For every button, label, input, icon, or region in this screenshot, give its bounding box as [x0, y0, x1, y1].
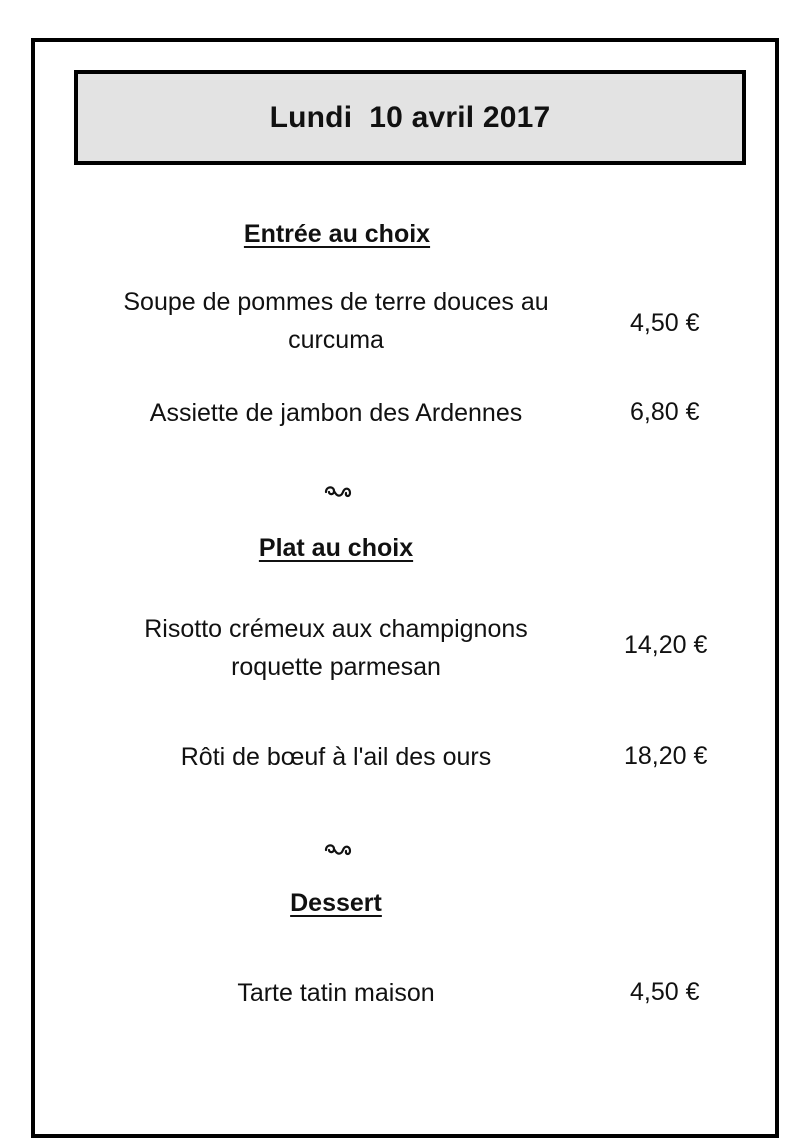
dish-line: Risotto crémeux aux champignons	[144, 615, 528, 643]
dish-line: curcuma	[288, 326, 384, 354]
section-heading-plat: Plat au choix	[258, 534, 414, 562]
price-assiette-jambon: 6,80 €	[630, 398, 700, 426]
dish-line: Tarte tatin maison	[237, 979, 435, 1007]
fleuron-swirl-icon	[323, 841, 353, 859]
price-tarte-tatin: 4,50 €	[630, 978, 700, 1006]
price-risotto: 14,20 €	[624, 631, 708, 659]
dish-risotto	[86, 610, 586, 686]
dish-roti-boeuf	[86, 738, 586, 776]
menu-date: Lundi 10 avril 2017	[269, 100, 551, 134]
date-header-box	[74, 70, 746, 165]
section-heading-entree: Entrée au choix	[243, 220, 431, 248]
dish-assiette-jambon	[86, 394, 586, 432]
fleuron-swirl-icon	[323, 483, 353, 501]
dish-line: Rôti de bœuf à l'ail des ours	[180, 743, 492, 771]
menu-frame	[31, 38, 779, 1138]
section-heading-dessert: Dessert	[290, 889, 382, 917]
dish-line: roquette parmesan	[231, 653, 441, 681]
dish-line: Assiette de jambon des Ardennes	[149, 399, 523, 427]
price-roti-boeuf: 18,20 €	[624, 742, 708, 770]
dish-line: Soupe de pommes de terre douces au	[123, 288, 549, 316]
dish-soupe	[86, 283, 586, 359]
price-soupe: 4,50 €	[630, 309, 700, 337]
dish-tarte-tatin	[86, 974, 586, 1012]
